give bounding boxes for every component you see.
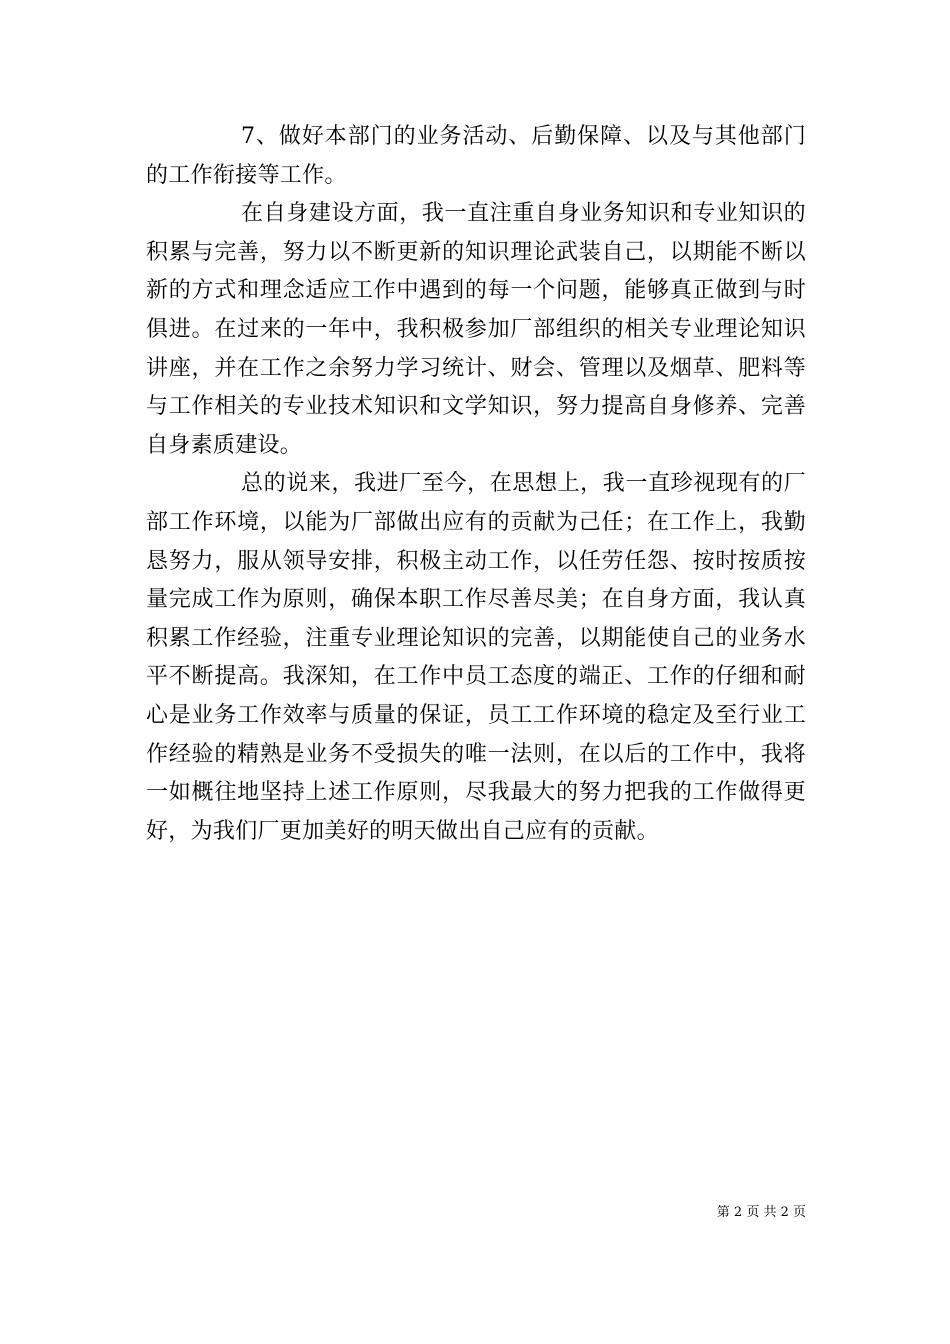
document-body [146, 118, 806, 851]
page-number-footer: 第 2 页 共 2 页 [716, 1205, 806, 1220]
paragraph-self-development: 在自身建设方面，我一直注重自身业务知识和专业知识的积累与完善，努力以不断更新的知识理论武装自己，以期能不断以新的方式和理念适应工作中遇到的每一个问题，能够真正做到与时俱进。在过来的一年中，我积极参加厂部组织的相关专业理论知识讲座，并在工作之余努力学习统计、财会、管理以及烟草、肥料等与工作相关的专业技术知识和文学知识，努力提高自身修养、完善自身素质建设。 [146, 201, 806, 458]
paragraph-item-7: 7、做好本部门的业务活动、后勤保障、以及与其他部门的工作衔接等工作。 [146, 124, 806, 188]
paragraph-summary: 总的说来，我进厂至今，在思想上，我一直珍视现有的厂部工作环境，以能为厂部做出应有的贡献为己任；在工作上，我勤恳努力，服从领导安排，积极主动工作，以任劳任怨、按时按质按量完成工作为原则，确保本职工作尽善尽美；在自身方面，我认真积累工作经验，注重专业理论知识的完善，以期能使自己的业务水平不断提高。我深知，在工作中员工态度的端正、工作的仔细和耐心是业务工作效率与质量的保证，员工工作环境的稳定及至行业工作经验的精熟是业务不受损失的唯一法则，在以后的工作中，我将一如概往地坚持上述工作原则，尽我最大的努力把我的工作做得更好，为我们厂更加美好的明天做出自己应有的贡献。 [146, 471, 806, 844]
